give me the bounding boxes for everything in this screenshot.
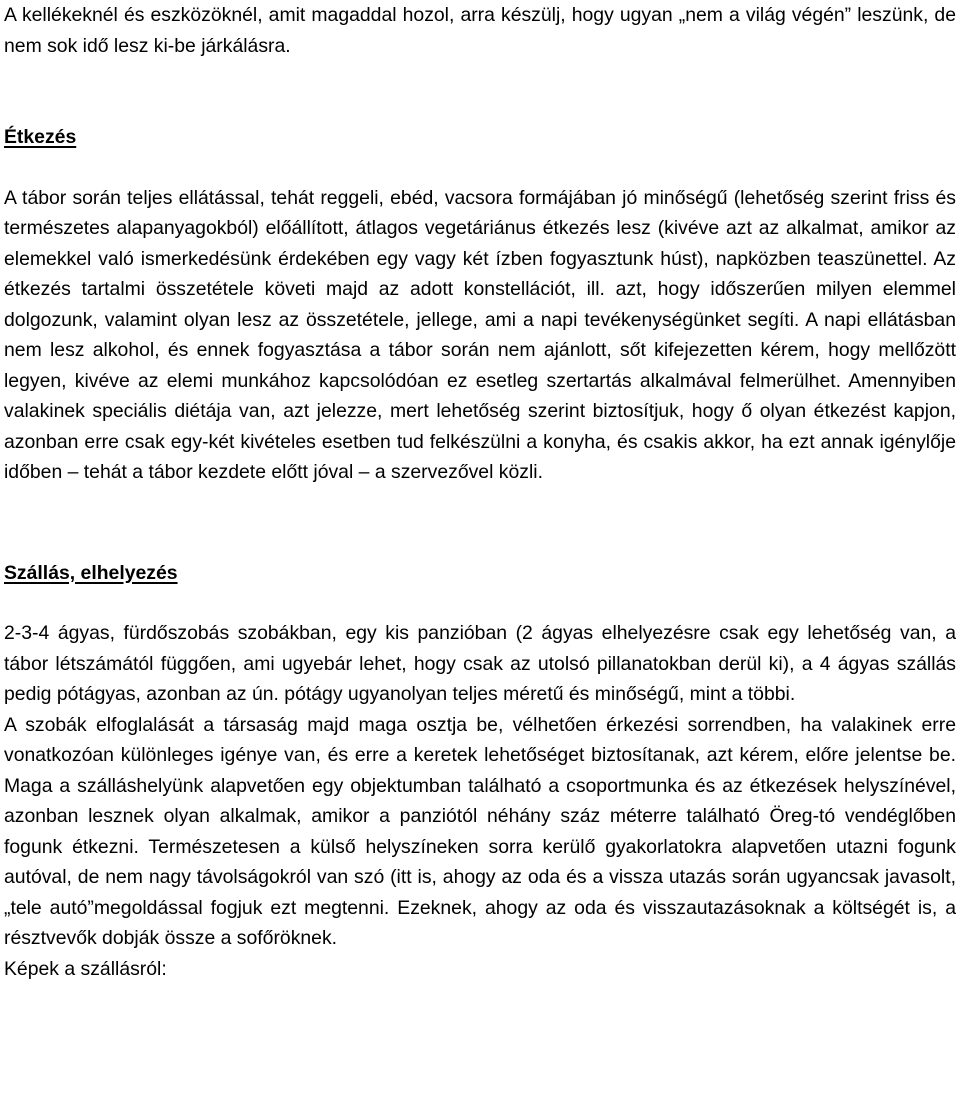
kepek-label: Képek a szállásról: xyxy=(4,957,167,980)
spacer xyxy=(4,153,956,183)
section-heading-etkezes: Étkezés xyxy=(4,126,77,148)
szallas-paragraph-1: 2-3-4 ágyas, fürdőszobás szobákban, egy kis panzióban (2 ágyas elhelyezésre csak egy lehetőség van, a tábor létszámától függően, ami ugyebár lehet, hogy csak az utolsó pillanatokban derül ki), a 4 ágyas szállás pedig pótágyas, azonban az ún. pótágy ugyanolyan teljes méretű és minőségű, mint a többi. xyxy=(4,622,956,705)
szallas-paragraph-2: A szobák elfoglalását a társaság majd maga osztja be, vélhetően érkezési sorrendben, ha valakinek erre vonatkozóan különleges igénye van, és erre a keretek lehetőséget biztosítanak, azt kérem, előre jelentse be. Maga a szálláshelyünk alapvetően egy objektumban található a csoportmunka és az étkezések helyszínével, azonban lesznek olyan alkalmak, amikor a panziótól néhány száz méterre található Öreg-tó vendéglőben fogunk étkezni. Természetesen a külső helyszíneken sorra kerülő gyakorlatokra alapvetően utazni fogunk autóval, de nem nagy távolságokról van szó (itt is, ahogy az oda és a vissza utazás során ugyancsak javasolt, „tele autó”megoldással fogjuk ezt megtenni. Ezeknek, ahogy az oda és visszautazásoknak a költségét is, a résztvevők dobják össze a sofőröknek. xyxy=(4,713,956,949)
spacer xyxy=(4,61,956,122)
etkezes-paragraph: A tábor során teljes ellátással, tehát reggeli, ebéd, vacsora formájában jó minőségű (lehetőség szerint friss és természetes alapanyagokból) előállított, átlagos vegetáriánus étkezés lesz (kivéve azt az alkalmat, amikor az elemekkel való ismerkedésünk érdekében egy vagy két ízben fogyasztunk húst), napközben teaszünettel. Az étkezés tartalmi összetétele követi majd az adott konstellációt, ill. azt, hogy időszerűen milyen elemmel dolgozunk, valamint olyan lesz az összetétele, jellege, ami a napi tevékenységünket segíti. A napi ellátásban nem lesz alkohol, és ennek fogyasztása a tábor során nem ajánlott, sőt kifejezetten kérem, hogy mellőzött legyen, kivéve az elemi munkához kapcsolódóan ez esetleg szertartás alkalmával felmerülhet. Amennyiben valakinek speciális diétája van, azt jelezze, mert lehetőség szerint biztosítjuk, hogy ő olyan étkezést kapjon, azonban erre csak egy-két kivételes esetben tud felkészülni a konyha, és csakis akkor, ha ezt annak igénylője időben – tehát a tábor kezdete előtt jóval – a szervezővel közli. xyxy=(4,186,956,483)
document-page xyxy=(4,0,956,984)
intro-paragraph: A kellékeknél és eszközöknél, amit magaddal hozol, arra készülj, hogy ugyan „nem a világ végén” leszünk, de nem sok idő lesz ki-be járkálásra. xyxy=(4,4,956,57)
section-heading-szallas: Szállás, elhelyezés xyxy=(4,561,178,584)
spacer xyxy=(4,588,956,618)
spacer xyxy=(4,488,956,558)
